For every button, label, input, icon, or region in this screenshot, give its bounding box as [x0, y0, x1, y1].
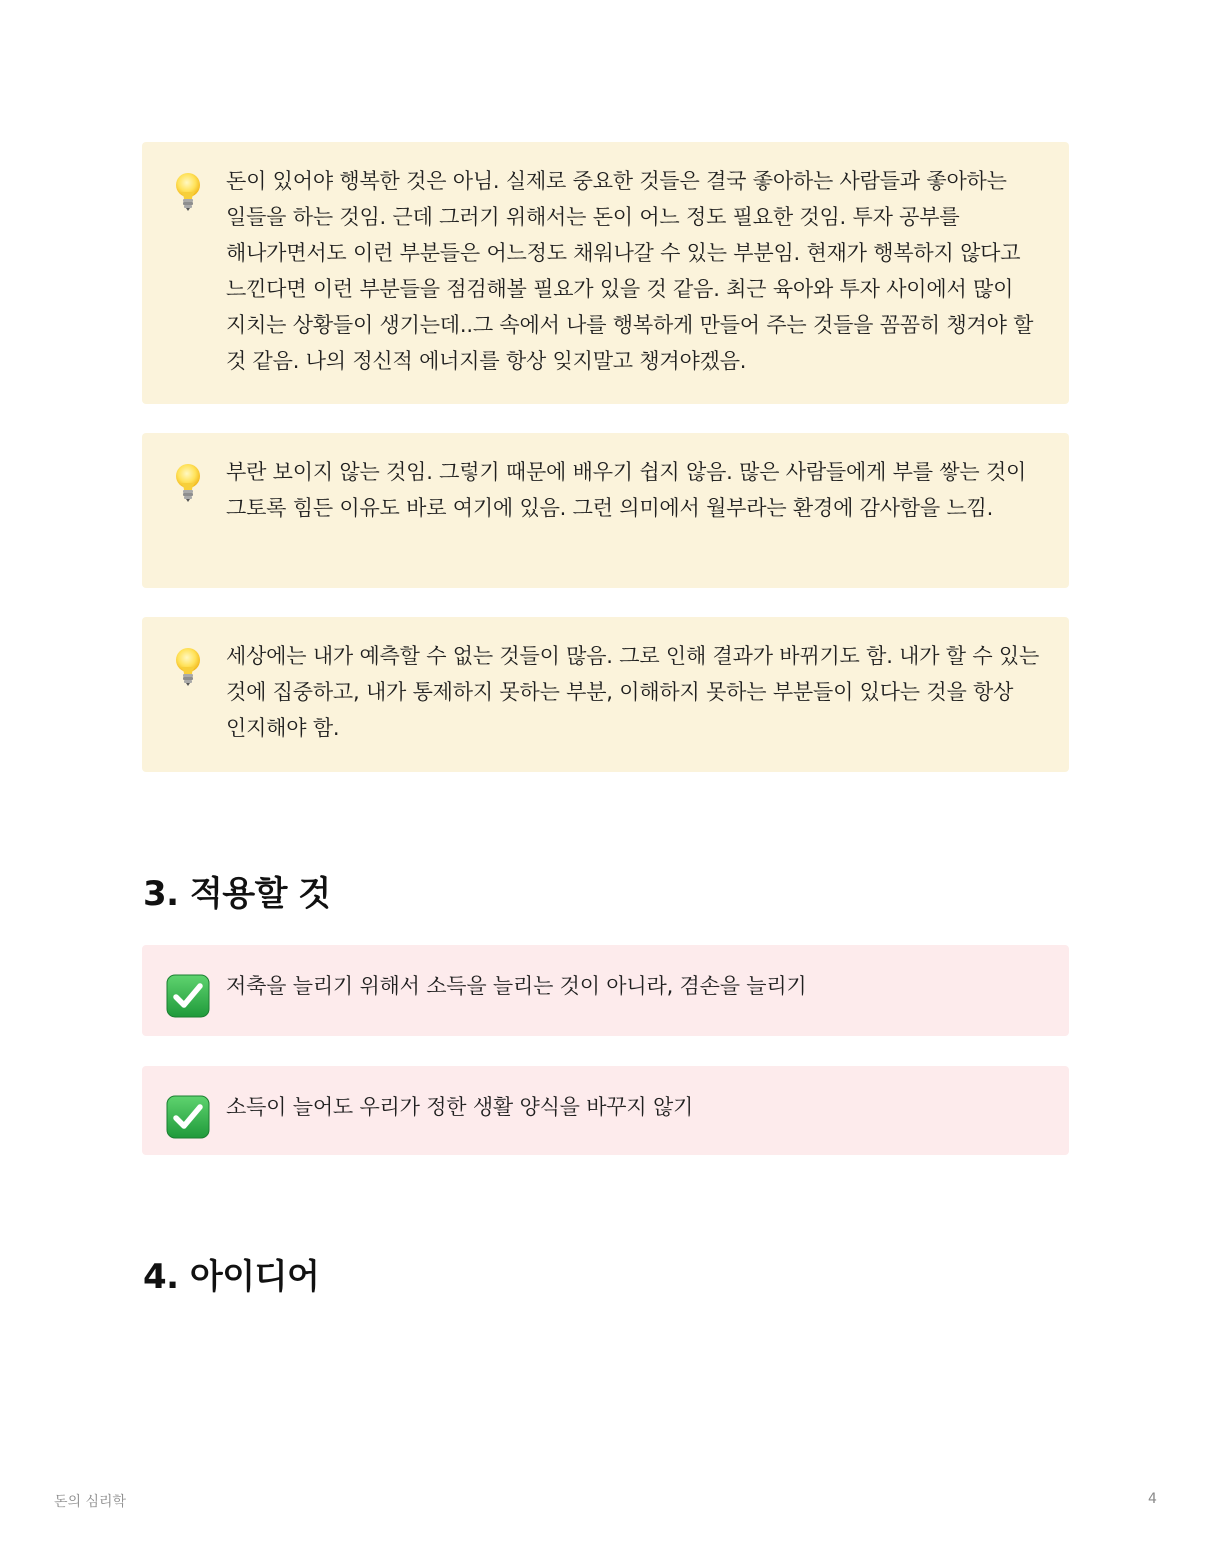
callout-text: 세상에는 내가 예측할 수 없는 것들이 많음. 그로 인해 결과가 바뀌기도 함. 내가 할 수 있는 것에 집중하고, 내가 통제하지 못하는 부분, 이해하지 못하는 부분들이 있다는 것을 항상 인지해야 함.: [226, 644, 1040, 740]
action-callout: [142, 945, 1069, 1036]
action-callout: [142, 1066, 1069, 1155]
footer-document-title: 돈의 심리학: [54, 1494, 127, 1510]
callout-text: 소득이 늘어도 우리가 정한 생활 양식을 바꾸지 않기: [226, 1095, 694, 1119]
lightbulb-icon: [170, 645, 206, 689]
callout-text: 저축을 늘리기 위해서 소득을 늘리는 것이 아니라, 겸손을 늘리기: [226, 974, 807, 998]
footer-page-number: 4: [1148, 1491, 1157, 1507]
insight-callout: [142, 617, 1069, 772]
callout-text: 돈이 있어야 행복한 것은 아님. 실제로 중요한 것들은 결국 좋아하는 사람들과 좋아하는 일들을 하는 것임. 근데 그러기 위해서는 돈이 어느 정도 필요한 것임. 투자 공부를 해나가면서도 이런 부분들은 어느정도 채워나갈 수 있는 부분임. 현재가 행복하지 않다고 느낀다면 이런 부분들을 점검해볼 필요가 있을 것 같음. 최근 육아와 투자 사이에서 많이 지치는 상황들이 생기는데..그 속에서 나를 행복하게 만들어 주는 것들을 꼼꼼히 챙겨야 할 것 같음. 나의 정신적 에너지를 항상 잊지말고 챙겨야겠음.: [226, 169, 1034, 373]
lightbulb-icon: [170, 461, 206, 505]
section-heading-ideas: 4. 아이디어: [143, 1257, 320, 1297]
lightbulb-icon: [170, 170, 206, 214]
insight-callout: [142, 142, 1069, 404]
check-mark-icon: [166, 1095, 210, 1139]
callout-text: 부란 보이지 않는 것임. 그렇기 때문에 배우기 쉽지 않음. 많은 사람들에게 부를 쌓는 것이 그토록 힘든 이유도 바로 여기에 있음. 그런 의미에서 월부라는 환경에 감사함을 느낌.: [226, 460, 1027, 520]
section-heading-apply: 3. 적용할 것: [143, 874, 331, 914]
check-mark-icon: [166, 974, 210, 1018]
insight-callout: [142, 433, 1069, 588]
